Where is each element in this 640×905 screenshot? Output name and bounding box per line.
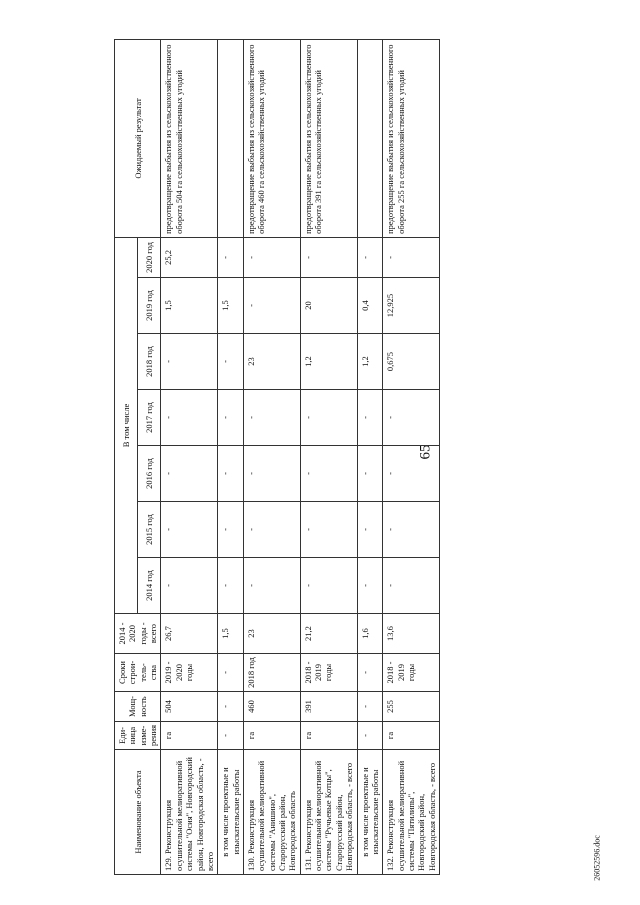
header-terms: Сроки строи-тель-ства	[115, 654, 161, 692]
total-cell: 23	[243, 614, 300, 654]
y2015-cell: -	[383, 502, 440, 558]
object-name: в том числе проектные и изыскательские работы	[218, 750, 244, 875]
total-cell: 1,5	[218, 614, 244, 654]
terms-cell: 2018 - 2019 годы	[383, 654, 440, 692]
total-cell: 26,7	[161, 614, 218, 654]
y2017-cell: -	[218, 390, 244, 446]
terms-cell: 2019 - 2020 годы	[161, 654, 218, 692]
terms-cell: -	[218, 654, 244, 692]
y2018-cell: 1,2	[357, 334, 383, 390]
header-2014: 2014 год	[138, 558, 161, 614]
header-capacity: Мощ-ность	[115, 692, 161, 722]
y2017-cell: -	[357, 390, 383, 446]
y2014-cell: -	[218, 558, 244, 614]
capacity-cell: 460	[243, 692, 300, 722]
result-cell: предотвращение выбытия из сельскохозяйственного оборота 391 га сельскохозяйственных угодий	[300, 39, 357, 237]
y2015-cell: -	[243, 502, 300, 558]
total-cell: 13,6	[383, 614, 440, 654]
header-2020: 2020 год	[138, 237, 161, 277]
object-name: 131. Реконструкция осушительной мелиоративной системы "Ручьевые Котцы", Старорусский район, Новгородская область, - всего	[300, 750, 357, 875]
y2019-cell: -	[243, 278, 300, 334]
table-row	[300, 39, 357, 874]
y2014-cell: -	[383, 558, 440, 614]
y2015-cell: -	[300, 502, 357, 558]
terms-cell: -	[357, 654, 383, 692]
result-cell: предотвращение выбытия из сельскохозяйственного оборота 460 га сельскохозяйственных угодий	[243, 39, 300, 237]
result-cell: предотвращение выбытия из сельскохозяйственного оборота 255 га сельскохозяйственных угодий	[383, 39, 440, 237]
unit-cell: га	[300, 722, 357, 750]
header-2015: 2015 год	[138, 502, 161, 558]
total-cell: 21,2	[300, 614, 357, 654]
terms-cell: 2018 год	[243, 654, 300, 692]
y2017-cell: -	[161, 390, 218, 446]
header-2018: 2018 год	[138, 334, 161, 390]
y2016-cell: -	[218, 446, 244, 502]
header-unit: Еди-ница изме-рения	[115, 722, 161, 750]
object-name: в том числе проектные и изыскательские работы	[357, 750, 383, 875]
y2019-cell: 12,925	[383, 278, 440, 334]
y2015-cell: -	[161, 502, 218, 558]
result-cell	[218, 39, 244, 237]
y2014-cell: -	[243, 558, 300, 614]
object-name: 129. Реконструкция осушительной мелиоративной системы "Осия", Новгородский район, Новгородская область, - всего	[161, 750, 218, 875]
y2019-cell: 20	[300, 278, 357, 334]
y2017-cell: -	[383, 390, 440, 446]
y2017-cell: -	[300, 390, 357, 446]
unit-cell: -	[218, 722, 244, 750]
page-number: 65	[417, 444, 434, 460]
capacity-cell: 391	[300, 692, 357, 722]
unit-cell: га	[243, 722, 300, 750]
table-row	[218, 39, 244, 874]
y2016-cell: -	[383, 446, 440, 502]
unit-cell: -	[357, 722, 383, 750]
y2019-cell: 1,5	[161, 278, 218, 334]
y2020-cell: -	[243, 237, 300, 277]
y2015-cell: -	[218, 502, 244, 558]
y2019-cell: 1,5	[218, 278, 244, 334]
footer-filename: 26052596.doc	[592, 835, 602, 881]
object-name: 132. Реконструкция осушительной мелиоративной системы "Пятилипы", Новгородский район, Новгородская область, - всего	[383, 750, 440, 875]
header-in-total: В том числе	[115, 237, 138, 613]
y2016-cell: -	[243, 446, 300, 502]
y2017-cell: -	[243, 390, 300, 446]
total-cell: 1,6	[357, 614, 383, 654]
unit-cell: га	[383, 722, 440, 750]
rotated-table-container	[114, 40, 551, 875]
capacity-cell: 255	[383, 692, 440, 722]
capacity-cell: 504	[161, 692, 218, 722]
y2020-cell: -	[383, 237, 440, 277]
table-row	[357, 39, 383, 874]
y2016-cell: -	[300, 446, 357, 502]
table-row	[383, 39, 440, 874]
y2019-cell: 0,4	[357, 278, 383, 334]
result-cell	[357, 39, 383, 237]
y2014-cell: -	[300, 558, 357, 614]
y2016-cell: -	[161, 446, 218, 502]
header-2019: 2019 год	[138, 278, 161, 334]
terms-cell: 2018 - 2019 годы	[300, 654, 357, 692]
unit-cell: га	[161, 722, 218, 750]
y2018-cell: 1,2	[300, 334, 357, 390]
y2014-cell: -	[161, 558, 218, 614]
y2018-cell: 0,675	[383, 334, 440, 390]
y2015-cell: -	[357, 502, 383, 558]
y2016-cell: -	[357, 446, 383, 502]
header-result: Ожидаемый результат	[115, 39, 161, 237]
y2020-cell: -	[300, 237, 357, 277]
object-name: 130. Реконструкция осушительной мелиоративной системы "Анишино", Старорусский район, Новгородская область	[243, 750, 300, 875]
table-row	[243, 39, 300, 874]
y2018-cell: -	[218, 334, 244, 390]
result-cell: предотвращение выбытия из сельскохозяйственного оборота 504 га сельскохозяйственных угодий	[161, 39, 218, 237]
y2020-cell: -	[218, 237, 244, 277]
table-row	[161, 39, 218, 874]
header-name: Наименование объекта	[115, 750, 161, 875]
capacity-cell: -	[357, 692, 383, 722]
capacity-cell: -	[218, 692, 244, 722]
y2020-cell: -	[357, 237, 383, 277]
header-2017: 2017 год	[138, 390, 161, 446]
header-row-1	[115, 39, 138, 874]
header-total: 2014 - 2020 годы - всего	[115, 614, 161, 654]
header-2016: 2016 год	[138, 446, 161, 502]
y2020-cell: 25,2	[161, 237, 218, 277]
y2018-cell: 23	[243, 334, 300, 390]
y2014-cell: -	[357, 558, 383, 614]
objects-table	[114, 39, 440, 875]
y2018-cell: -	[161, 334, 218, 390]
